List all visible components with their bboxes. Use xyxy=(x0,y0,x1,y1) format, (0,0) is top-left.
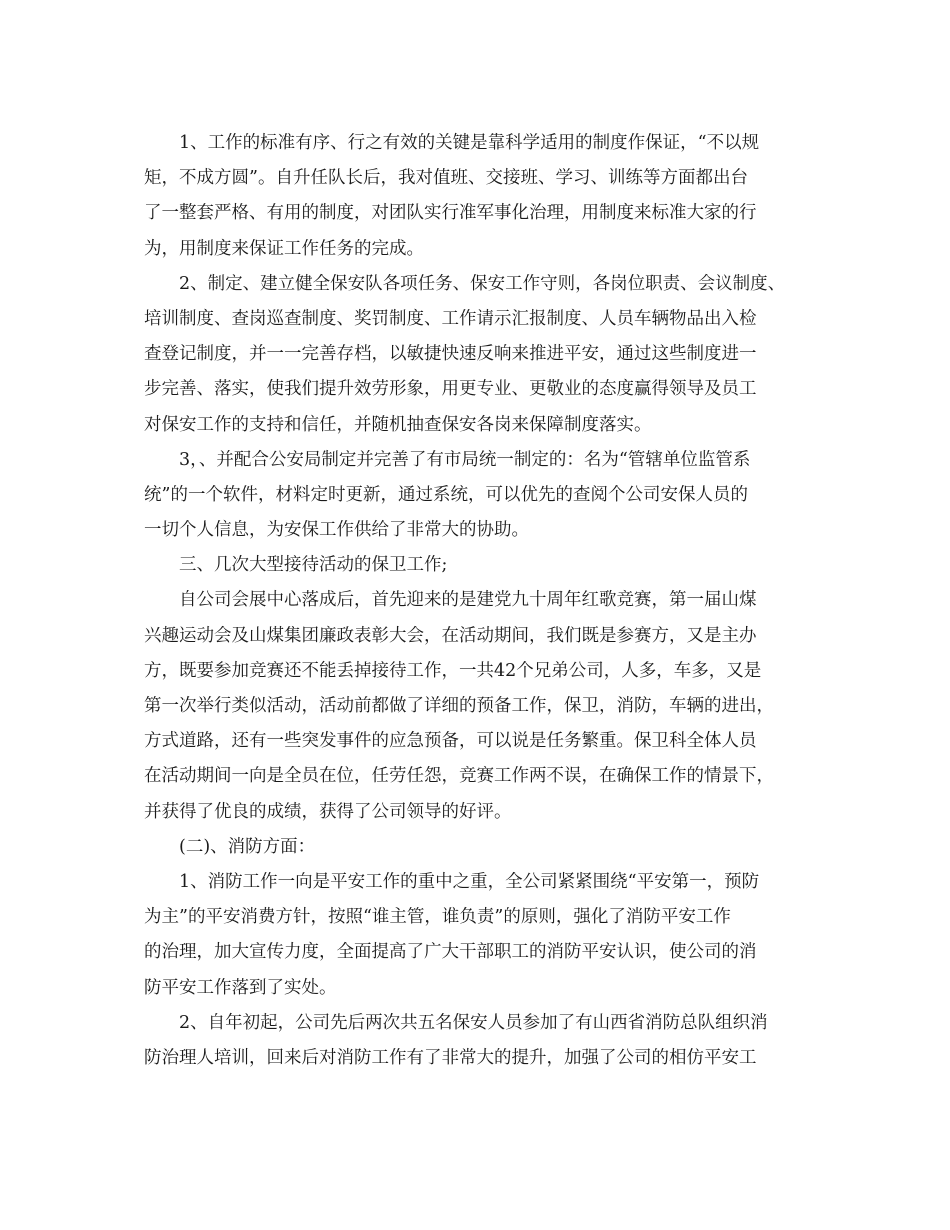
text-line: 1、消防工作一向是平安工作的重中之重，全公司紧紧围绕“平安第一，预防 xyxy=(179,871,760,892)
text-line: 防治理人培训，回来后对消防工作有了非常大的提升，加强了公司的相仿平安工 xyxy=(144,1047,757,1068)
section-heading-fire-safety xyxy=(144,830,834,865)
paragraph-fire-training xyxy=(144,1006,834,1076)
paragraph-police-system xyxy=(144,443,834,549)
text-line: 自公司会展中心落成后，首先迎来的是建党九十周年红歌竞赛，第一届山煤 xyxy=(179,590,757,611)
paragraph-rules-guarantee xyxy=(144,126,834,267)
text-line: 在活动期间一向是全员在位，任劳任怨，竞赛工作两不误，在确保工作的情景下， xyxy=(144,766,774,787)
text-line: 并获得了优良的成绩，获得了公司领导的好评。 xyxy=(144,801,512,822)
text-line: 防平安工作落到了实处。 xyxy=(144,977,337,998)
section-heading: (二)、消防方面： xyxy=(179,836,316,857)
text-line: 3，、并配合公安局制定并完善了有市局统一制定的：名为“管辖单位监管系 xyxy=(179,449,751,470)
section-heading-reception-security xyxy=(144,548,834,583)
text-line: 统”的一个软件，材料定时更新，通过系统，可以优先的查阅个公司安保人员的 xyxy=(144,484,748,505)
paragraph-fire-priority xyxy=(144,865,834,1006)
text-line: 兴趣运动会及山煤集团廉政表彰大会，在活动期间，我们既是参赛方，又是主办 xyxy=(144,625,757,646)
paragraph-exhibition-events xyxy=(144,583,834,829)
text-line: 第一次举行类似活动，活动前都做了详细的预备工作，保卫，消防，车辆的进出， xyxy=(144,696,774,716)
text-line: 1、工作的标准有序、行之有效的关键是靠科学适用的制度作保证，“不以规 xyxy=(179,133,760,153)
document-body xyxy=(144,126,834,1076)
text-line: 查登记制度，并一一完善存档，以敏捷快速反响来推进平安，通过这些制度进一 xyxy=(144,344,757,365)
text-line: 方式道路，还有一些突发事件的应急预备，可以说是任务繁重。保卫科全体人员 xyxy=(144,731,757,752)
text-line: 方，既要参加竞赛还不能丢掉接待工作，一共42个兄弟公司，人多，车多，又是 xyxy=(144,660,762,681)
text-line: 一切个人信息，为安保工作供给了非常大的协助。 xyxy=(144,520,529,541)
text-line: 为，用制度来保证工作任务的完成。 xyxy=(144,238,424,259)
paragraph-rules-establishment xyxy=(144,267,834,443)
text-line: 了一整套严格、有用的制度，对团队实行准军事化治理，用制度来标准大家的行 xyxy=(144,203,757,224)
text-line: 对保安工作的支持和信任，并随机抽查保安各岗来保障制度落实。 xyxy=(144,414,652,435)
text-line: 矩，不成方圆”。自升任队长后，我对值班、交接班、学习、训练等方面都出台 xyxy=(144,168,748,189)
text-line: 步完善、落实，使我们提升效劳形象，用更专业、更敬业的态度赢得领导及员工 xyxy=(144,379,757,400)
text-line: 培训制度、查岗巡查制度、奖罚制度、工作请示汇报制度、人员车辆物品出入检 xyxy=(144,308,757,329)
text-line: 2、制定、建立健全保安队各项任务、保安工作守则，各岗位职责、会议制度、 xyxy=(179,273,786,294)
section-heading: 三、几次大型接待活动的保卫工作; xyxy=(179,555,448,576)
text-line: 2、自年初起，公司先后两次共五名保安人员参加了有山西省消防总队组织消 xyxy=(179,1012,768,1033)
text-line: 的治理，加大宣传力度，全面提高了广大干部职工的消防平安认识，使公司的消 xyxy=(144,942,757,963)
text-line: 为主”的平安消费方针，按照“谁主管，谁负责”的原则，强化了消防平安工作 xyxy=(144,907,731,928)
